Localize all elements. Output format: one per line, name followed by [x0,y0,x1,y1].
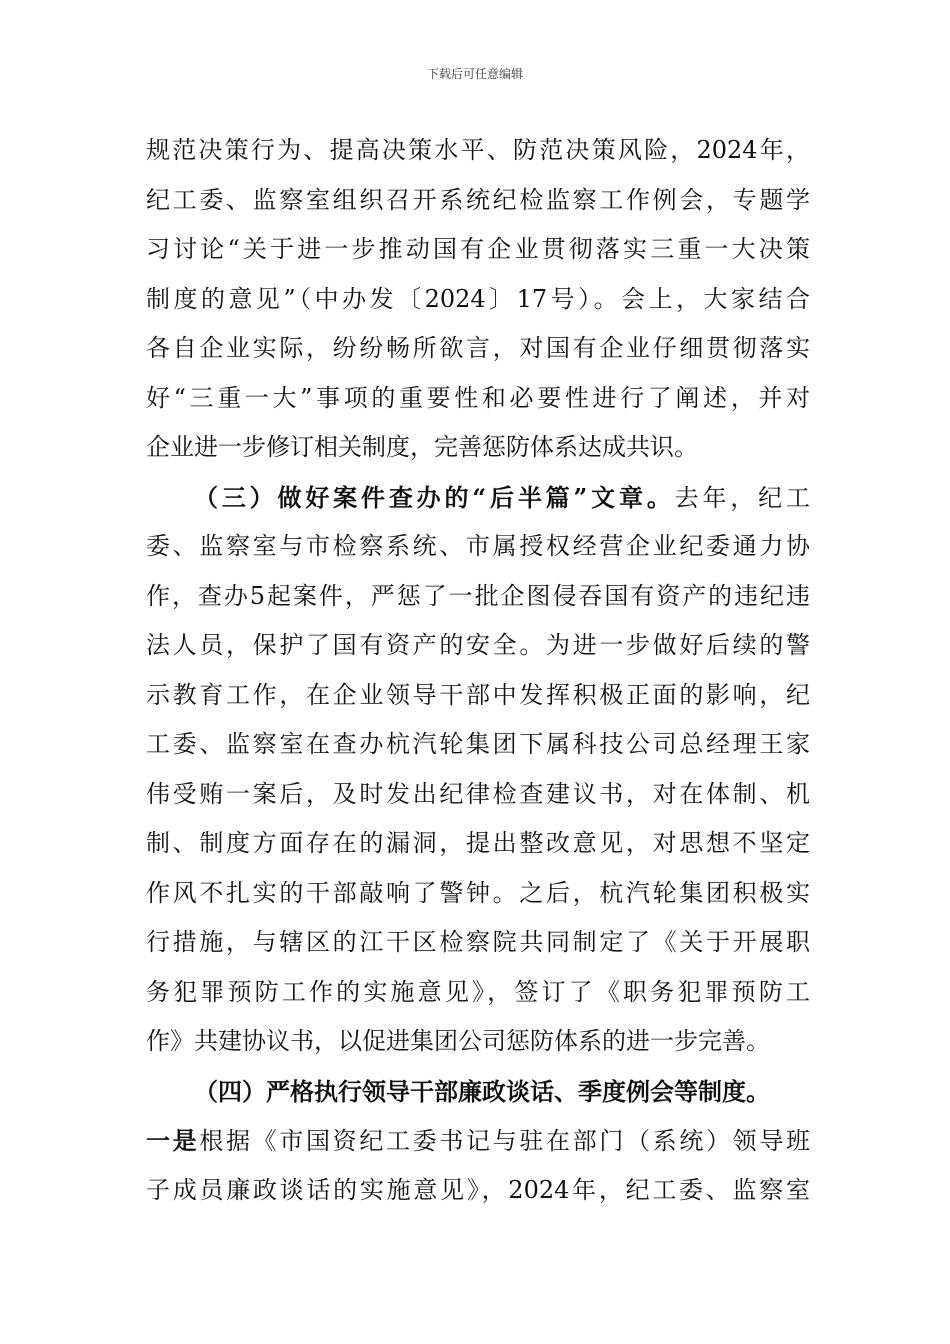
paragraph-line: 示教育工作，在企业领导干部中发挥积极正面的影响，纪 [146,680,810,709]
page-header-note: 下载后可任意编辑 [426,67,523,81]
document-body [146,126,810,1215]
section-three-first-line [146,473,810,523]
paragraph-line: 行措施，与辖区的江干区检察院共同制定了《关于开展职 [146,928,810,956]
paragraph-line: 务犯罪预防工作的实施意见》，签订了《职务犯罪预防工 [146,977,810,1006]
paragraph-line: 习讨论“关于进一步推动国有企业贯彻落实三重一大决策 [146,235,810,263]
paragraph-line: 纪工委、监察室组织召开系统纪检监察工作例会，专题学 [146,185,810,214]
paragraph-line: 企业进一步修订相关制度，完善惩防体系达成共识。 [146,433,698,461]
paragraph-line: 作风不扎实的干部敲响了警钟。之后，杭汽轮集团积极实 [146,878,810,907]
section-four-lead-text: 根据《市国资纪工委书记与驻在部门（系统）领导班 [199,1127,811,1155]
paragraph-line: 作》共建协议书，以促进集团公司惩防体系的进一步完善。 [146,1027,770,1055]
paragraph-line: 委、监察室与市检察系统、市属授权经营企业纪委通力协 [146,532,810,560]
paragraph-line: 各自企业实际，纷纷畅所欲言，对国有企业仔细贯彻落实 [146,334,810,362]
section-three-lead-text: 去年，纪工 [674,483,810,512]
paragraph-line: 制、制度方面存在的漏洞，提出整改意见，对思想不坚定 [146,829,810,857]
paragraph-line: 法人员，保护了国有资产的安全。为进一步做好后续的警 [146,631,810,659]
paragraph-line: 制度的意见”（中办发〔2024〕17号）。会上，大家结合 [146,284,810,313]
paragraph-line: 好“三重一大”事项的重要性和必要性进行了阐述，并对 [146,383,810,412]
paragraph-line: 作，查办5起案件，严惩了一批企图侵吞国有资产的违纪违 [146,581,810,610]
paragraph-line: 工委、监察室在查办杭汽轮集团下属科技公司总经理王家 [146,730,810,758]
section-four-first-line [146,1116,810,1166]
section-four-heading: （四）严格执行领导干部廉政谈话、季度例会等制度。 [194,1076,770,1106]
paragraph-line: 规范决策行为、提高决策水平、防范决策风险，2024年， [146,136,810,164]
paragraph-line: 子成员廉政谈话的实施意见》，2024年，纪工委、监察室 [146,1175,810,1204]
section-three-heading: （三）做好案件查办的“后半篇”文章。 [194,482,675,512]
section-four-lead: 一是 [146,1126,200,1155]
paragraph-line: 伟受贿一案后，及时发出纪律检查建议书，对在体制、机 [146,779,810,808]
